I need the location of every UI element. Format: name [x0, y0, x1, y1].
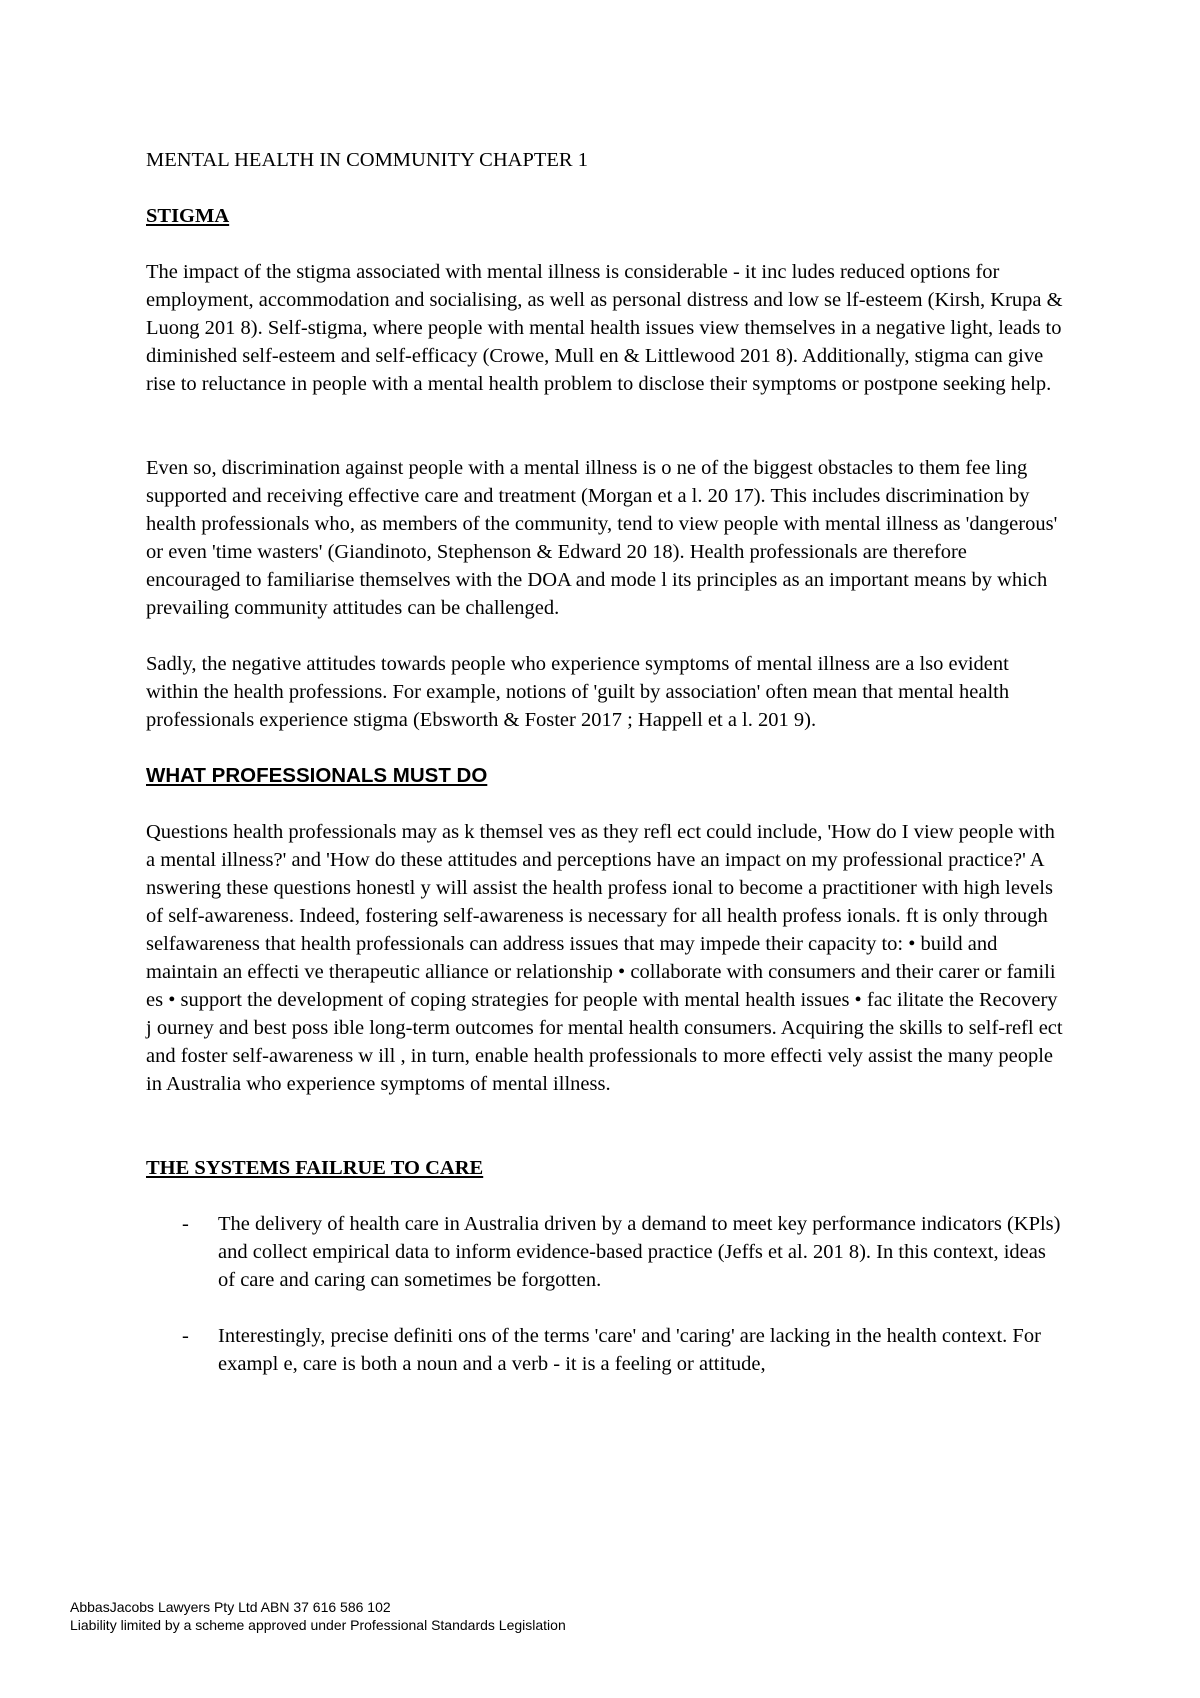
- section-heading-stigma: STIGMA: [146, 205, 230, 227]
- bullet-list: [146, 1210, 1066, 1378]
- page-footer: [70, 1598, 566, 1634]
- list-item: [146, 1210, 1066, 1294]
- section-systems-failure-to-care: [146, 1154, 1066, 1378]
- list-item: [146, 1322, 1066, 1378]
- section-what-professionals-must-do: [146, 762, 1066, 1098]
- paragraph: The impact of the stigma associated with mental illness is considerable - it inc ludes reduced options for employment, accommodation and socialising, as well as personal distress and low se lf-esteem (Kirsh, Krupa & Luong 201 8). Self-stigma, where people with mental health issues view themselves in a negative light, leads to diminished self-esteem and self-efficacy (Crowe, Mull en & Littlewood 201 8). Additionally, stigma can give rise to reluctance in people with a mental health problem to disclose their symptoms or postpone seeking help.: [146, 261, 1063, 395]
- paragraph: Questions health professionals may as k themsel ves as they refl ect could include, 'How do I view people with a mental illness?' and 'How do these attitudes and perceptions have an impact on my professional practice?' A nswering these questions honestl y will assist the health profess ional to become a practitioner with high levels of self-awareness. Indeed, fostering self-awareness is necessary for all health profess ionals. ft is only through selfawareness that health professionals can address issues that may impede their capacity to: • build and maintain an effecti ve therapeutic alliance or relationship • collaborate with consumers and their carer or famili es • support the development of coping strategies for people with mental health issues • fac ilitate the Recovery j ourney and best poss ible long-term outcomes for mental health consumers. Acquiring the skills to self-refl ect and foster self-awareness w ill , in turn, enable health professionals to more effecti vely assist the many people in Australia who experience symptoms of mental illness.: [146, 821, 1063, 1095]
- section-heading-systems-failure: THE SYSTEMS FAILRUE TO CARE: [146, 1157, 484, 1179]
- footer-company-line: AbbasJacobs Lawyers Pty Ltd ABN 37 616 586 102: [70, 1599, 391, 1615]
- dash-bullet-icon: -: [182, 1325, 189, 1347]
- list-item-text: Interestingly, precise definiti ons of the terms 'care' and 'caring' are lacking in the health context. For exampl e, care is both a noun and a verb - it is a feeling or attitude,: [218, 1325, 1041, 1375]
- list-item-text: The delivery of health care in Australia driven by a demand to meet key performance indicators (KPls) and collect empirical data to inform evidence-based practice (Jeffs et al. 201 8). In this context, ideas of care and caring can sometimes be forgotten.: [218, 1213, 1061, 1291]
- footer-liability-line: Liability limited by a scheme approved under Professional Standards Legislation: [70, 1617, 566, 1633]
- section-stigma: [146, 202, 1066, 734]
- paragraph: Sadly, the negative attitudes towards people who experience symptoms of mental illness are a lso evident within the health professions. For example, notions of 'guilt by association' often mean that mental health professionals experience stigma (Ebsworth & Foster 2017 ; Happell et a l. 201 9).: [146, 653, 1010, 731]
- document-title: MENTAL HEALTH IN COMMUNITY CHAPTER 1: [146, 149, 588, 171]
- document-body: [146, 146, 1066, 1406]
- dash-bullet-icon: -: [182, 1213, 189, 1235]
- paragraph: Even so, discrimination against people with a mental illness is o ne of the biggest obstacles to them fee ling supported and receiving effective care and treatment (Morgan et a l. 20 17). This includes discrimination by health professionals who, as members of the community, tend to view people with mental illness as 'dangerous' or even 'time wasters' (Giandinoto, Stephenson & Edward 20 18). Health professionals are therefore encouraged to familiarise themselves with the DOA and mode l its principles as an important means by which prevailing community attitudes can be challenged.: [146, 457, 1058, 619]
- section-heading-what-professionals-must-do: WHAT PROFESSIONALS MUST DO: [146, 764, 488, 787]
